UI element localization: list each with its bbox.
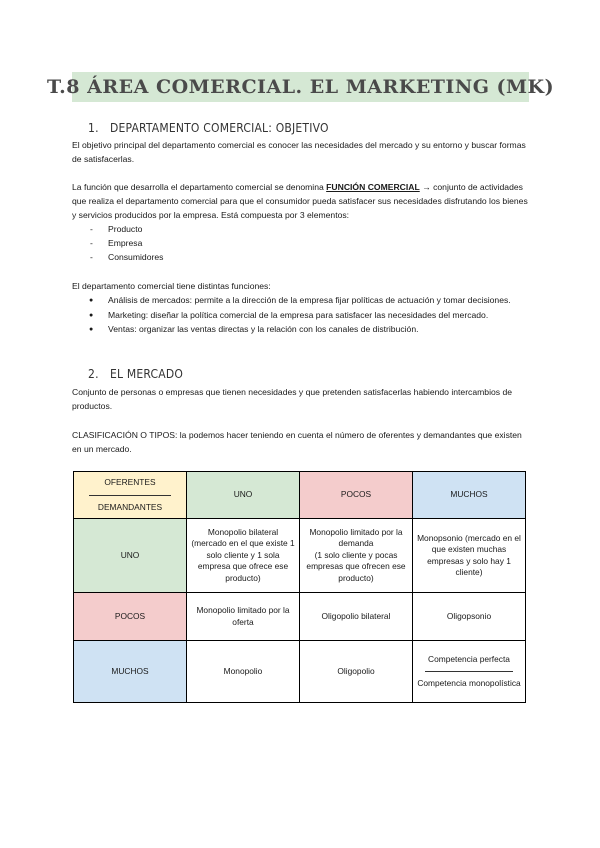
section-2-heading: [88, 367, 183, 381]
col-header-pocos: POCOS: [300, 472, 413, 519]
elements-list: [72, 222, 163, 264]
section-1-intro: El objetivo principal del departamento comercial es conocer las necesidades del mercado y su entorno y buscar formas de satisfacerlas.: [72, 140, 526, 164]
list-item: ● Marketing: diseñar la política comercial de la empresa para satisfacer las necesidades del mercado.: [72, 309, 524, 323]
cell-pocos-muchos: Oligopsonio: [413, 593, 526, 641]
cell-uno-pocos: [300, 519, 413, 593]
row-header-pocos: POCOS: [74, 593, 187, 641]
list-item: - Producto: [72, 222, 163, 236]
cell-uno-uno: Monopolio bilateral (mercado en el que existe 1 solo cliente y 1 sola empresa que ofrece ese producto): [187, 519, 300, 593]
cell-muchos-muchos: [413, 641, 526, 703]
market-definition: Conjunto de personas o empresas que tienen necesidades y que pretenden satisfacerlas habiendo intercambios de productos.: [72, 387, 513, 411]
function-paragraph: [72, 180, 532, 222]
function-text-after: → conjunto de actividades que realiza el departamento comercial para que el consumidor pueda satisfacer sus necesidades disfrutando los bienes y servicios producidos por la empresa. Está compuesta por 3 elementos:: [72, 182, 528, 220]
functions-intro: El departamento comercial tiene distintas funciones:: [72, 281, 271, 291]
cell-pocos-pocos: Oligopolio bilateral: [300, 593, 413, 641]
row-header-muchos: MUCHOS: [74, 641, 187, 703]
cell-uno-muchos: Monopsonio (mercado en el que existen muchas empresas y solo hay 1 cliente): [413, 519, 526, 593]
section-1-heading: [88, 121, 329, 135]
list-item: - Empresa: [72, 236, 163, 250]
section-2-title: EL MERCADO: [110, 367, 184, 381]
section-2-number: 2.: [88, 367, 99, 381]
cell-uno-pocos-title: Monopolio limitado por la demanda: [309, 526, 403, 549]
cell-competencia-perfecta: Competencia perfecta: [428, 653, 510, 664]
title-banner: [46, 72, 555, 102]
list-item: - Consumidores: [72, 250, 163, 264]
classification-text: CLASIFICACIÓN O TIPOS: la podemos hacer teniendo en cuenta el número de oferentes y demandantes que existen en un mercado.: [72, 430, 522, 454]
cell-competencia-monopolistica: Competencia monopolística: [417, 678, 521, 688]
list-item: ● Ventas: organizar las ventas directas y la relación con los canales de distribución.: [72, 323, 524, 337]
col-header-uno: UNO: [187, 472, 300, 519]
function-term: FUNCIÓN COMERCIAL: [326, 182, 420, 192]
cell-divider: [425, 671, 512, 672]
col-header-muchos: MUCHOS: [413, 472, 526, 519]
table-corner: [74, 472, 187, 519]
cell-uno-pocos-note: (1 solo cliente y pocas empresas que ofrecen ese producto): [306, 549, 406, 583]
list-item: ● Análisis de mercados: permite a la dirección de la empresa fijar políticas de actuación y tomar decisiones.: [72, 294, 524, 308]
page-title: T.8 ÁREA COMERCIAL. EL MARKETING (MK): [46, 76, 555, 98]
corner-oferentes: OFERENTES: [104, 477, 156, 487]
corner-demandantes: DEMANDANTES: [97, 501, 163, 512]
function-text-before: La función que desarrolla el departamento comercial se denomina: [72, 182, 327, 192]
cell-muchos-uno: Monopolio: [187, 641, 300, 703]
row-header-uno: UNO: [74, 519, 187, 593]
corner-divider: [89, 495, 170, 496]
cell-pocos-uno: Monopolio limitado por la oferta: [187, 593, 300, 641]
cell-muchos-pocos: Oligopolio: [300, 641, 413, 703]
market-types-table: [73, 471, 526, 703]
section-1-title: DEPARTAMENTO COMERCIAL: OBJETIVO: [110, 121, 329, 135]
functions-list: [72, 294, 524, 338]
section-1-number: 1.: [88, 121, 99, 135]
